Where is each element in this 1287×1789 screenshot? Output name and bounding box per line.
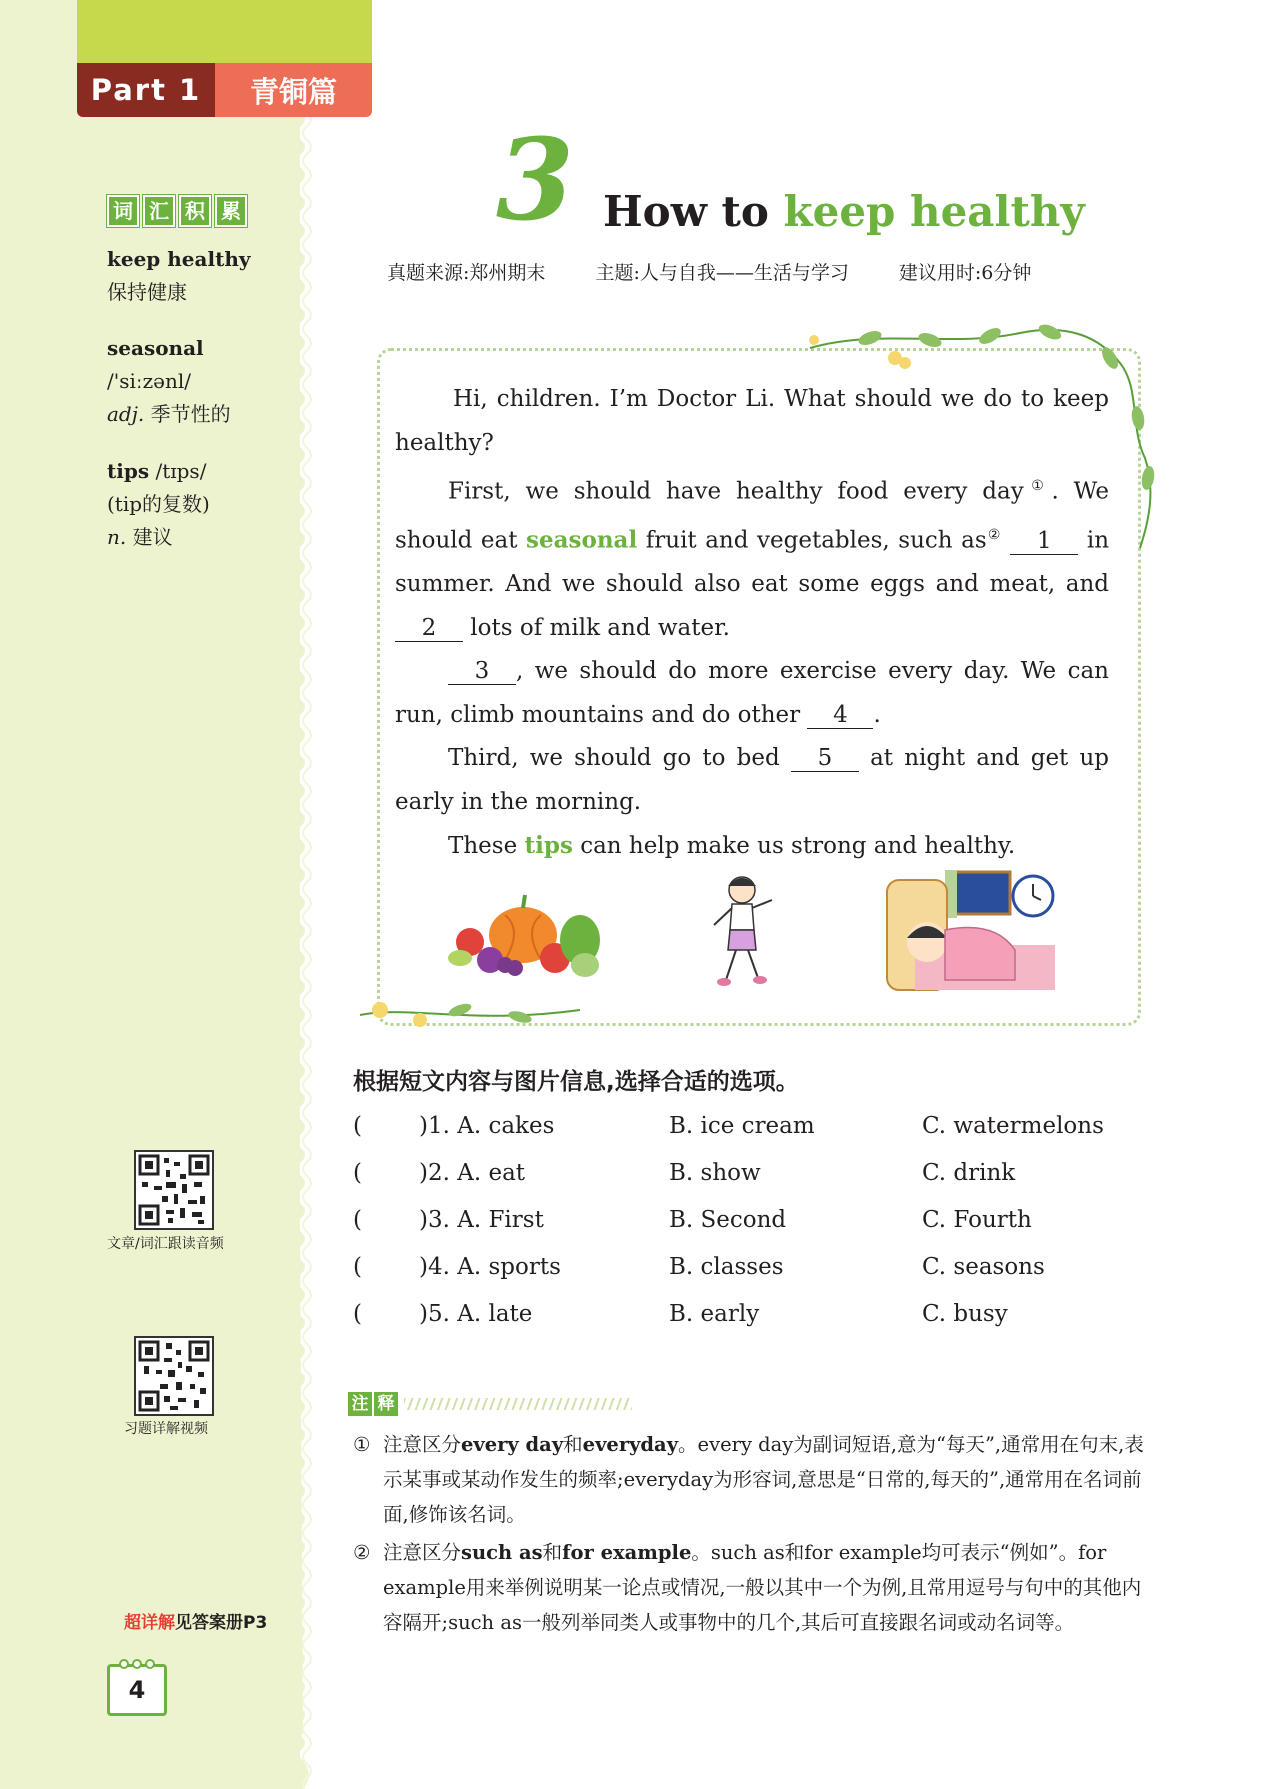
unit-number: 3 <box>496 115 574 246</box>
keyword-seasonal: seasonal <box>526 526 638 554</box>
answer-reference <box>124 1608 267 1633</box>
passage-text-span: These <box>448 833 525 860</box>
answer-slot[interactable]: ( <box>353 1113 362 1139</box>
option-b: B. early <box>669 1301 760 1327</box>
vocab-word: seasonal <box>107 336 204 360</box>
vocab-item-tips <box>107 455 210 554</box>
option-a: )3. A. First <box>419 1207 544 1233</box>
flower-decoration-icon <box>350 985 590 1035</box>
binder-rings-icon <box>118 1658 156 1670</box>
passage-paragraph-1: Hi, children. I’m Doctor Li. What should we do to keep healthy? <box>395 386 1109 456</box>
vocab-meaning: 保持健康 <box>107 280 187 304</box>
vocab-heading-char: 积 <box>179 195 211 227</box>
blank-3[interactable]: 3 <box>448 658 516 685</box>
fruit-vegetables-illustration <box>445 880 610 985</box>
option-b: B. ice cream <box>669 1113 815 1139</box>
passage-text-span: , we should do more exercise every day. We can run, climb mountains and do other <box>395 658 1109 728</box>
vocab-note: (tip的复数) <box>107 492 210 516</box>
notes-heading-char: 释 <box>374 1392 398 1416</box>
page-number <box>107 1664 167 1716</box>
vocab-item-seasonal <box>107 332 231 431</box>
qr-code-icon <box>136 1338 212 1414</box>
vocab-meaning: 季节性的 <box>150 402 231 426</box>
option-c: C. watermelons <box>922 1113 1104 1139</box>
answer-reference-highlight: 超详解 <box>124 1613 175 1633</box>
option-a: )5. A. late <box>419 1301 533 1327</box>
vocab-pos: n. <box>107 525 127 549</box>
part-label: Part 1 <box>77 63 215 117</box>
part-name: 青铜篇 <box>215 63 372 117</box>
note-1-number: ① <box>353 1433 371 1456</box>
instruction: 根据短文内容与图片信息,选择合适的选项。 <box>353 1069 799 1095</box>
option-a: )4. A. sports <box>419 1254 561 1280</box>
option-c: C. seasons <box>922 1254 1045 1280</box>
option-b: B. Second <box>669 1207 787 1233</box>
wavy-border <box>293 0 323 1789</box>
note-term: such as <box>461 1541 543 1564</box>
option-a: )1. A. cakes <box>419 1113 555 1139</box>
note-text: 注意区分 <box>383 1433 462 1456</box>
note-ref-2: ② <box>986 527 1002 544</box>
answer-slot[interactable]: ( <box>353 1207 362 1233</box>
option-a: )2. A. eat <box>419 1160 526 1186</box>
part-top-band <box>77 0 372 63</box>
answer-reference-text: 见答案册P3 <box>175 1613 268 1633</box>
note-1 <box>353 1427 1158 1532</box>
vocab-meaning: 建议 <box>132 525 173 549</box>
blank-5[interactable]: 5 <box>791 745 859 772</box>
girl-running-illustration <box>700 870 785 992</box>
qr-video-label: 习题详解视频 <box>124 1421 208 1437</box>
meta-time: 建议用时:6分钟 <box>898 262 1032 284</box>
passage-text-span: First, we should have healthy food every day <box>448 478 1024 505</box>
passage-text-span: lots of milk and water. <box>463 614 730 641</box>
girl-sleeping-illustration <box>885 870 1060 992</box>
vocab-heading-char: 汇 <box>143 195 175 227</box>
blank-2[interactable]: 2 <box>395 615 463 642</box>
passage-paragraph-3 <box>395 650 1109 737</box>
blank-4[interactable]: 4 <box>807 702 873 729</box>
qr-code-icon <box>136 1152 212 1228</box>
notes-heading <box>348 1392 632 1416</box>
passage-text-span: at night and get up early in the morning. <box>395 745 1109 815</box>
meta-source: 真题来源:郑州期末 <box>387 262 546 284</box>
part-banner <box>77 63 372 117</box>
meta-theme: 主题:人与自我——生活与学习 <box>595 262 849 284</box>
blank-1[interactable]: 1 <box>1010 528 1078 555</box>
vocab-word: keep healthy <box>107 247 251 271</box>
option-c: C. drink <box>922 1160 1016 1186</box>
note-text: 。every day为副词短语,意为“每天”,通常用在句末,表示某事或某动作发生的频率;everyday为形容词,意思是“日常的,每天的”,通常用在名词前面,修饰该名词。 <box>383 1433 1144 1526</box>
vocab-heading <box>107 195 247 227</box>
note-text: 注意区分 <box>383 1541 462 1564</box>
meta-info <box>387 258 1075 285</box>
passage-text-span: in summer. And we should also eat some eggs and meat, and <box>395 527 1110 598</box>
notes-heading-char: 注 <box>348 1392 372 1416</box>
vocab-heading-char: 累 <box>215 195 247 227</box>
keyword-tips: tips <box>524 832 573 860</box>
answer-slot[interactable]: ( <box>353 1160 362 1186</box>
passage-text-span: fruit and vegetables, such as <box>637 527 987 554</box>
vocab-heading-char: 词 <box>107 195 139 227</box>
note-2 <box>353 1535 1158 1640</box>
qr-code-video[interactable] <box>134 1336 214 1416</box>
title-prefix: How to <box>603 187 784 236</box>
passage-paragraph-4 <box>395 737 1109 824</box>
vocab-word: tips <box>107 459 150 483</box>
vocab-phonetic: /'siːzənl/ <box>107 369 192 393</box>
note-term: for example <box>562 1541 692 1564</box>
notes-divider <box>404 1398 632 1410</box>
answer-slot[interactable]: ( <box>353 1254 362 1280</box>
vocab-pos: adj. <box>107 402 145 426</box>
passage-text-span: . We should eat <box>395 478 1110 554</box>
answer-slot[interactable]: ( <box>353 1301 362 1327</box>
unit-title <box>603 187 1085 236</box>
qr-code-audio[interactable] <box>134 1150 214 1230</box>
qr-audio-label: 文章/词汇跟读音频 <box>107 1236 224 1252</box>
note-ref-1: ① <box>1023 478 1052 494</box>
option-c: C. Fourth <box>922 1207 1032 1233</box>
note-term: everyday <box>582 1433 679 1456</box>
vocab-item-keep-healthy <box>107 243 250 309</box>
page-number-text: 4 <box>128 1676 146 1704</box>
passage-text <box>395 378 1109 869</box>
passage-text-span: can help make us strong and healthy. <box>572 833 1016 860</box>
note-term: every day <box>461 1433 564 1456</box>
title-highlight: keep healthy <box>783 187 1085 236</box>
option-b: B. show <box>669 1160 761 1186</box>
passage-paragraph-2 <box>395 465 1109 650</box>
passage-text-span: . <box>873 701 881 728</box>
note-text: 和 <box>542 1541 563 1564</box>
passage-text-span: Third, we should go to bed <box>448 745 791 772</box>
option-c: C. busy <box>922 1301 1008 1327</box>
note-2-number: ② <box>353 1541 371 1564</box>
option-b: B. classes <box>669 1254 784 1280</box>
note-text: 和 <box>563 1433 583 1456</box>
vocab-phonetic: /tɪps/ <box>155 459 207 483</box>
passage-paragraph-5 <box>395 824 1109 869</box>
note-text: 。such as和for example均可表示“例如”。for example用来举例说明某一论点或情况,一般以其中一个为例,且常用逗号与句中的其他内容隔开;such as一般列举同类人或事物中的几个,其后可直接跟名词或动名词等。 <box>383 1541 1142 1634</box>
